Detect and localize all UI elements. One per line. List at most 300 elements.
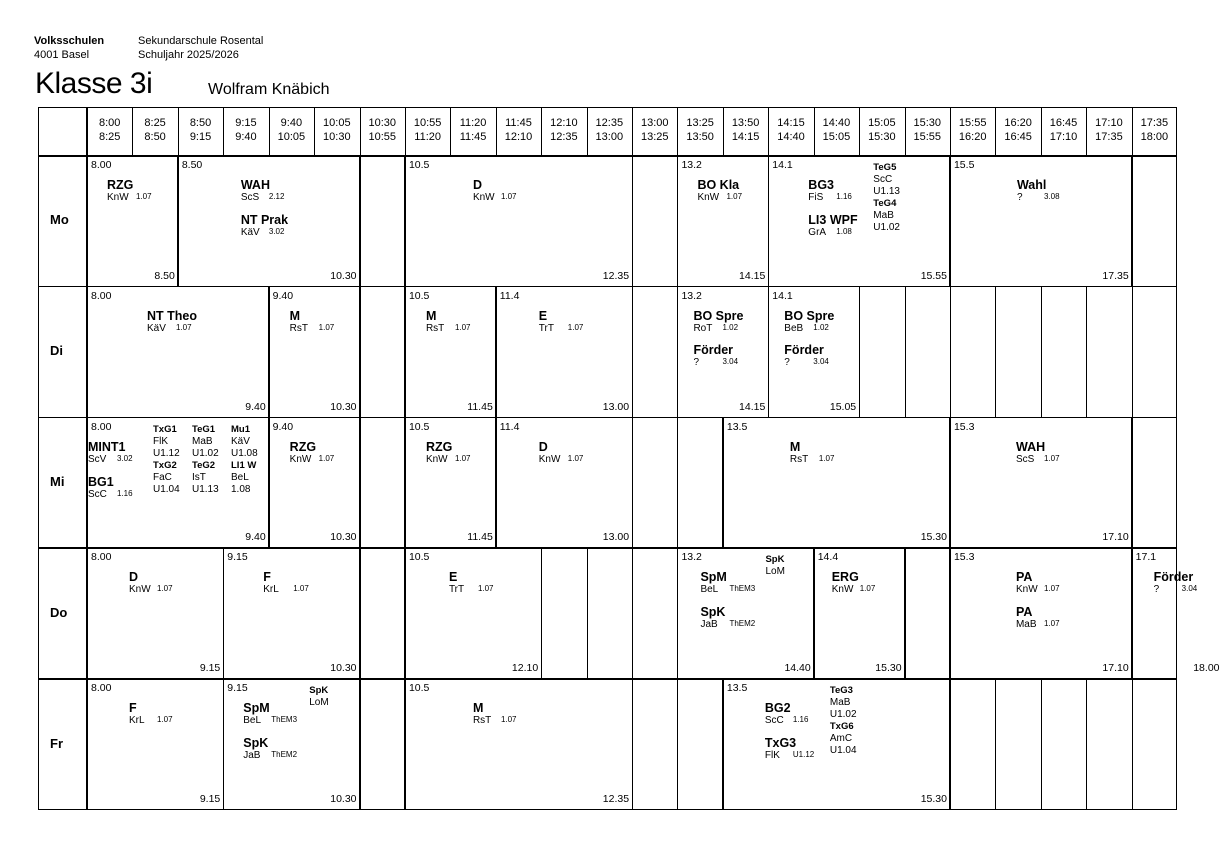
day-label: Do	[50, 604, 68, 620]
lesson-start-time: 10.5	[408, 159, 430, 171]
slot-start: 10:05	[323, 117, 351, 129]
lesson-room: 2.12	[268, 192, 285, 201]
lesson-room: ThEM3	[729, 584, 756, 594]
lesson-start-time: 9.40	[272, 420, 294, 433]
lesson-group: LI1 W	[231, 459, 257, 471]
lesson-block[interactable]	[405, 417, 496, 548]
slot-end: 10:30	[323, 131, 351, 143]
lesson-end-time: 15.05	[829, 400, 857, 413]
lesson-teacher: RsT	[289, 322, 309, 334]
lesson-start-time: 10.5	[408, 551, 430, 564]
time-slot-header	[1132, 116, 1177, 144]
lesson-subject: MINT1	[88, 439, 126, 454]
lesson-end-time: 10.30	[330, 531, 357, 544]
lesson-end-time: 10.30	[330, 793, 357, 805]
time-slot-header	[768, 116, 813, 144]
lesson-end-time: 9.15	[199, 793, 221, 805]
lesson-teacher: BeL	[231, 471, 249, 483]
slot-end: 18:00	[1140, 131, 1169, 143]
lesson-group: TeG5	[873, 162, 897, 173]
lesson-group: SpK	[309, 685, 329, 697]
lesson-teacher: KnW	[425, 453, 448, 465]
lesson-teacher: JaB	[700, 619, 718, 631]
slot-end: 8:25	[98, 131, 121, 143]
day-label: Mo	[50, 212, 69, 228]
slot-start: 16:45	[1049, 117, 1078, 129]
lesson-teacher: KnW	[107, 192, 129, 203]
slot-divider	[1132, 678, 1133, 809]
lesson-teacher: RoT	[693, 322, 713, 334]
lesson-start-time: 11.4	[499, 289, 520, 302]
lesson-room: 1.07	[500, 192, 517, 201]
lesson-subject: BG2	[764, 701, 791, 716]
school-year: Schuljahr 2025/2026	[138, 49, 239, 61]
slot-end: 14:15	[731, 131, 760, 143]
lesson-room: 1.07	[157, 584, 173, 594]
lesson-room: 3.04	[722, 356, 739, 366]
time-slot-header	[223, 116, 268, 144]
lesson-block[interactable]	[405, 547, 541, 678]
lesson-end-time: 13.00	[602, 531, 630, 544]
lesson-block[interactable]	[87, 155, 178, 286]
lesson-start-time: 8.00	[91, 682, 112, 695]
lesson-subject: E	[448, 570, 458, 585]
lesson-room: 1.07	[136, 192, 152, 201]
lesson-teacher: TrT	[538, 322, 554, 334]
lesson-teacher: U1.02	[829, 709, 857, 721]
lesson-subject: F	[263, 570, 271, 585]
lesson-room: 3.02	[268, 227, 285, 236]
lesson-end-time: 11.45	[467, 400, 493, 413]
table-border-right	[1176, 107, 1177, 809]
slot-start: 15:05	[868, 117, 896, 129]
lesson-teacher: FaC	[153, 471, 172, 483]
lesson-start-time: 9.40	[272, 289, 294, 302]
time-slot-header	[405, 116, 450, 144]
lesson-end-time: 14.40	[784, 662, 811, 675]
lesson-block[interactable]	[405, 155, 632, 286]
time-slot-header	[314, 116, 359, 144]
slot-start: 8:00	[98, 117, 121, 129]
lesson-start-time: 10.5	[408, 682, 430, 695]
time-slot-header	[677, 116, 722, 144]
lesson-subject: D	[129, 570, 139, 585]
lesson-room: 1.07	[1043, 619, 1060, 629]
lesson-block[interactable]	[405, 286, 496, 417]
lesson-end-time: 15.30	[920, 531, 947, 544]
lesson-teacher: LoM	[309, 697, 329, 709]
table-border-bottom	[38, 809, 1177, 810]
lesson-room: 1.08	[836, 227, 852, 236]
class-title: Klasse 3i	[35, 67, 153, 100]
lesson-teacher: MaB	[192, 435, 213, 447]
lesson-teacher: RsT	[472, 715, 492, 727]
lesson-room: 1.07	[567, 322, 584, 332]
lesson-teacher: KnW	[831, 584, 854, 596]
lesson-room: 3.04	[1181, 584, 1198, 594]
lesson-teacher: KäV	[240, 227, 260, 238]
time-slot-header	[814, 116, 859, 144]
lesson-start-time: 13.2	[681, 289, 702, 302]
slot-start: 12:10	[550, 117, 578, 129]
lesson-room: ThEM2	[729, 619, 756, 629]
lesson-end-time: 11.45	[467, 531, 493, 544]
slot-start: 14:15	[777, 117, 805, 129]
slot-end: 14:40	[777, 131, 805, 143]
lesson-teacher: JaB	[243, 750, 261, 762]
time-slot-header	[87, 116, 132, 144]
lesson-start-time: 8.00	[91, 159, 112, 171]
school-secondary: Sekundarschule Rosental	[138, 35, 264, 47]
lesson-room: 1.07	[318, 322, 335, 332]
lesson-block[interactable]	[87, 286, 269, 417]
lesson-subject: TxG3	[764, 736, 797, 751]
slot-divider	[632, 547, 633, 678]
lesson-room: 1.16	[792, 715, 809, 725]
lesson-start-time: 13.5	[726, 420, 748, 433]
lesson-teacher: ScC	[764, 715, 784, 727]
time-slot-header	[541, 116, 586, 144]
time-slot-header	[178, 116, 223, 144]
lesson-room: 1.07	[454, 322, 471, 332]
lesson-room: 1.07	[176, 322, 192, 332]
lesson-room: 1.07	[726, 192, 743, 201]
time-slot-header	[360, 116, 405, 144]
lesson-start-time: 10.5	[408, 420, 430, 433]
slot-divider	[1041, 678, 1042, 809]
lesson-end-time: 14.15	[739, 269, 766, 282]
lesson-room: 1.16	[836, 192, 852, 201]
lesson-teacher: U1.08	[231, 447, 258, 459]
lesson-start-time: 15.5	[953, 159, 975, 171]
lesson-subject: PA	[1015, 570, 1033, 585]
lesson-end-time: 9.15	[199, 662, 221, 675]
lesson-teacher: MaB	[873, 210, 894, 221]
slot-end: 16:20	[958, 131, 987, 143]
lesson-start-time: 13.5	[726, 682, 748, 695]
lesson-subject: D	[538, 439, 548, 454]
slot-divider	[995, 286, 996, 417]
lesson-block[interactable]	[723, 417, 950, 548]
lesson-teacher: U1.02	[192, 447, 219, 459]
lesson-teacher: U1.13	[192, 483, 219, 495]
slot-end: 17:35	[1095, 131, 1123, 143]
lesson-teacher: BeB	[784, 322, 804, 334]
lesson-group: TxG6	[829, 721, 854, 733]
time-slot-header	[1086, 116, 1131, 144]
slot-start: 14:40	[822, 117, 851, 129]
lesson-teacher: ScV	[88, 453, 107, 465]
slot-divider	[677, 417, 678, 548]
lesson-group: TeG4	[873, 198, 897, 209]
lesson-block[interactable]	[87, 547, 223, 678]
lesson-subject: LI3 WPF	[808, 213, 858, 227]
lesson-subject: M	[472, 701, 484, 716]
lesson-start-time: 14.1	[772, 289, 793, 302]
lesson-room: 1.07	[454, 453, 471, 463]
lesson-teacher: MaB	[1015, 619, 1037, 631]
slot-start: 11:20	[459, 117, 487, 129]
slot-start: 13:00	[640, 117, 669, 129]
lesson-block[interactable]	[768, 155, 950, 286]
lesson-group: TxG2	[153, 459, 177, 471]
slot-divider	[995, 678, 996, 809]
lesson-start-time: 14.1	[772, 159, 793, 171]
lesson-teacher: GrA	[808, 227, 827, 238]
lesson-end-time: 10.30	[330, 400, 357, 413]
lesson-end-time: 18.00	[1193, 662, 1220, 675]
slot-start: 11:45	[505, 117, 532, 129]
lesson-end-time: 15.30	[875, 662, 902, 675]
slot-divider	[587, 547, 588, 678]
lesson-subject: SpK	[700, 605, 726, 620]
lesson-teacher: RsT	[425, 322, 445, 334]
day-label: Di	[50, 343, 63, 359]
slot-end: 12:35	[550, 131, 578, 143]
time-slot-header	[269, 116, 314, 144]
lesson-block[interactable]	[950, 417, 1132, 548]
slot-end: 8:50	[144, 131, 166, 143]
lesson-teacher: FiS	[808, 192, 824, 203]
table-border-top	[38, 107, 1177, 108]
time-slot-header	[632, 116, 677, 144]
teacher-name: Wolfram Knäbich	[208, 81, 330, 98]
slot-end: 13:25	[640, 131, 669, 143]
lesson-end-time: 17.10	[1102, 531, 1129, 544]
lesson-start-time: 15.3	[953, 551, 975, 564]
school-address: 4001 Basel	[34, 49, 90, 61]
lesson-room: 3.08	[1043, 192, 1060, 201]
slot-start: 13:50	[731, 117, 760, 129]
lesson-room: ThEM2	[271, 750, 298, 760]
lesson-teacher: IsT	[192, 471, 206, 483]
lesson-teacher: MaB	[829, 697, 851, 709]
lesson-group: TxG1	[153, 423, 177, 435]
lesson-subject: SpM	[700, 570, 727, 585]
day-label: Fr	[50, 735, 63, 751]
lesson-end-time: 15.30	[920, 793, 947, 805]
lesson-end-time: 13.00	[602, 400, 630, 413]
lesson-teacher: TrT	[448, 584, 465, 596]
lesson-start-time: 8.00	[91, 551, 112, 564]
slot-end: 10:55	[368, 131, 396, 143]
lesson-subject: RZG	[289, 439, 317, 454]
lesson-block[interactable]	[677, 155, 768, 286]
lesson-teacher: KnW	[472, 192, 495, 203]
lesson-start-time: 13.2	[681, 551, 702, 564]
day-label: Mi	[50, 474, 65, 489]
lesson-room: 1.07	[818, 453, 835, 463]
slot-end: 9:40	[235, 131, 257, 143]
slot-divider	[905, 286, 906, 417]
lesson-block[interactable]	[496, 286, 632, 417]
lesson-subject: D	[472, 178, 482, 192]
lesson-group: SpK	[765, 554, 785, 566]
slot-end: 12:10	[504, 131, 533, 143]
slot-start: 8:50	[189, 117, 212, 129]
lesson-teacher: U1.02	[873, 222, 900, 233]
slot-start: 17:35	[1140, 117, 1169, 129]
lesson-teacher: U1.13	[873, 186, 900, 197]
lesson-room: 1.02	[722, 322, 739, 332]
lesson-subject: RZG	[425, 439, 453, 454]
lesson-block[interactable]	[405, 678, 632, 809]
lesson-teacher: KnW	[129, 584, 151, 596]
lesson-teacher: KäV	[231, 435, 250, 447]
lesson-start-time: 9.15	[227, 551, 248, 564]
lesson-start-time: 13.2	[681, 159, 702, 171]
lesson-start-time: 8.00	[91, 420, 112, 433]
lesson-start-time: 9.15	[227, 682, 248, 695]
lesson-block[interactable]	[950, 547, 1132, 678]
slot-start: 13:25	[686, 117, 714, 129]
lesson-room: 1.07	[1043, 453, 1060, 463]
lesson-end-time: 8.50	[154, 269, 175, 282]
lesson-end-time: 10.30	[330, 662, 357, 675]
lesson-subject: Förder	[784, 342, 824, 357]
lesson-end-time: 12.10	[511, 662, 539, 675]
slot-divider	[1086, 286, 1087, 417]
lesson-block[interactable]	[677, 547, 813, 678]
lesson-room: 1.07	[318, 453, 335, 463]
lesson-teacher: KnW	[289, 453, 312, 465]
lesson-teacher: U1.04	[829, 745, 857, 757]
lesson-group: TeG3	[829, 685, 853, 697]
lesson-subject: BO Spre	[784, 308, 835, 323]
slot-start: 10:55	[413, 117, 442, 129]
lesson-end-time: 9.40	[245, 400, 266, 413]
table-border-left	[38, 107, 39, 809]
lesson-start-time: 10.5	[408, 289, 430, 302]
lesson-block[interactable]	[496, 417, 632, 548]
time-slot-header	[587, 116, 632, 144]
slot-divider	[677, 678, 678, 809]
lesson-block[interactable]	[269, 417, 360, 548]
lesson-teacher: KrL	[129, 715, 145, 727]
slot-start: 12:35	[595, 117, 624, 129]
lesson-subject: WAH	[1015, 439, 1046, 454]
lesson-block[interactable]	[87, 678, 223, 809]
lesson-start-time: 11.4	[499, 420, 520, 433]
lesson-room: ThEM3	[271, 715, 298, 725]
lesson-subject: RZG	[107, 178, 134, 192]
slot-start: 15:55	[958, 117, 987, 129]
lesson-teacher: KnW	[538, 453, 561, 465]
lesson-end-time: 17.35	[1102, 269, 1129, 282]
lesson-subject: Förder	[1153, 570, 1194, 585]
lesson-subject: PA	[1015, 605, 1033, 620]
time-slot-header	[723, 116, 768, 144]
lesson-group: Mu1	[231, 423, 250, 435]
lesson-teacher: AmC	[829, 733, 853, 745]
slot-divider	[1132, 286, 1133, 417]
lesson-teacher: FlK	[153, 435, 168, 447]
time-slot-header	[859, 116, 904, 144]
slot-start: 16:20	[1004, 117, 1032, 129]
slot-end: 10:05	[277, 131, 306, 143]
lesson-subject: NT Theo	[147, 308, 197, 323]
slot-start: 10:30	[368, 117, 396, 129]
slot-start: 9:40	[280, 117, 303, 129]
lesson-teacher: ScC	[88, 488, 107, 500]
lesson-block[interactable]	[223, 547, 359, 678]
lesson-room: 1.16	[117, 488, 133, 498]
lesson-teacher: KnW	[697, 192, 720, 203]
lesson-teacher: BeL	[700, 584, 719, 596]
slot-end: 15:05	[822, 131, 851, 143]
lesson-start-time: 15.3	[953, 420, 975, 433]
lesson-room: 1.07	[1043, 584, 1060, 594]
lesson-subject: E	[538, 308, 548, 323]
lesson-end-time: 12.35	[602, 793, 630, 805]
school-name: Volksschulen	[34, 35, 105, 47]
time-slot-header	[905, 116, 950, 144]
slot-end: 11:45	[459, 131, 487, 143]
lesson-subject: M	[425, 308, 437, 323]
lesson-teacher: ?	[693, 356, 700, 368]
lesson-end-time: 15.55	[920, 269, 947, 282]
lesson-teacher: ScS	[240, 192, 260, 203]
slot-start: 9:15	[235, 117, 257, 129]
lesson-end-time: 9.40	[245, 531, 266, 544]
lesson-subject: ERG	[831, 570, 859, 585]
lesson-start-time: 8.50	[181, 159, 203, 171]
slot-end: 13:00	[595, 131, 624, 143]
lesson-subject: F	[129, 701, 137, 716]
time-slot-header	[132, 116, 177, 144]
lesson-subject: M	[789, 439, 801, 454]
lesson-block[interactable]	[269, 286, 360, 417]
lesson-room: 1.07	[293, 584, 309, 594]
lesson-start-time: 14.4	[817, 551, 839, 564]
lesson-subject: BG3	[808, 178, 834, 192]
lesson-teacher: ScS	[1015, 453, 1035, 465]
lesson-subject: NT Prak	[240, 213, 289, 227]
lesson-subject: SpM	[243, 701, 270, 716]
lesson-teacher: U1.12	[153, 447, 180, 459]
lesson-teacher: U1.04	[153, 483, 180, 495]
slot-end: 16:45	[1004, 131, 1032, 143]
lesson-group: TeG1	[192, 423, 216, 435]
lesson-room: 1.02	[813, 322, 829, 332]
slot-end: 11:20	[414, 131, 441, 143]
lesson-end-time: 10.30	[330, 269, 357, 282]
slot-start: 15:30	[913, 117, 942, 129]
lesson-teacher: FlK	[764, 750, 780, 762]
time-slot-header	[950, 116, 995, 144]
lesson-start-time: 17.1	[1135, 551, 1157, 564]
lesson-block[interactable]	[950, 155, 1132, 286]
lesson-end-time: 12.35	[602, 269, 630, 282]
time-slot-header	[496, 116, 541, 144]
lesson-teacher: KäV	[147, 322, 166, 334]
slot-end: 17:10	[1049, 131, 1078, 143]
slot-end: 9:15	[189, 131, 212, 143]
lesson-room: 1.07	[477, 584, 494, 594]
slot-start: 8:25	[144, 117, 166, 129]
lesson-block[interactable]	[814, 547, 905, 678]
slot-divider	[950, 286, 951, 417]
lesson-teacher: ?	[1016, 192, 1023, 203]
lesson-teacher: ScC	[873, 174, 893, 185]
lesson-room: U1.12	[792, 750, 815, 760]
lesson-subject: WAH	[240, 178, 270, 192]
lesson-teacher: LoM	[765, 566, 785, 578]
lesson-teacher: 1.08	[231, 483, 251, 495]
lesson-room: 1.07	[567, 453, 584, 463]
lesson-block[interactable]	[1132, 547, 1222, 678]
slot-start: 17:10	[1095, 117, 1123, 129]
